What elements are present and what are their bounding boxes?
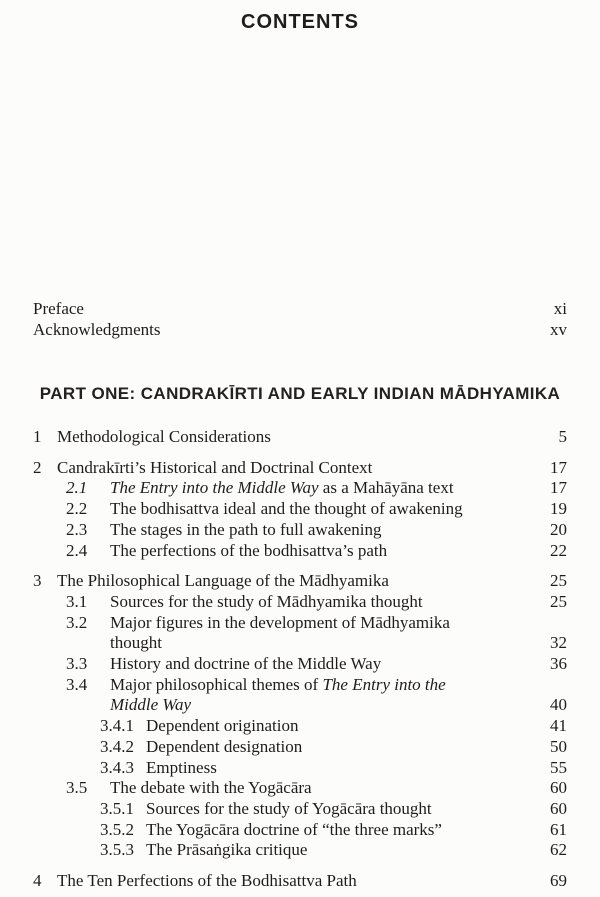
entry-title (110, 633, 533, 654)
entry-title (110, 675, 567, 696)
entry-title-segment: The Philosophical Language of the Mādhyamika (57, 571, 389, 591)
entry-number: 2.2 (66, 499, 88, 519)
entry-title-segment: The stages in the path to full awakening (110, 519, 382, 539)
entry-title-segment: thought (110, 633, 162, 653)
entry-title (146, 820, 533, 841)
toc-entry (33, 654, 567, 675)
entry-title (110, 695, 533, 716)
toc-entry (33, 758, 567, 779)
entry-title-segment: Sources for the study of Mādhyamika thought (110, 591, 423, 611)
entry-number: 2.4 (66, 540, 88, 560)
page-title: CONTENTS (241, 11, 359, 33)
entry-page: 61 (550, 819, 567, 839)
entry-number: 4 (33, 871, 42, 891)
entry-page: 25 (550, 571, 567, 591)
entry-title (57, 571, 533, 592)
entry-title (146, 758, 533, 779)
entry-number: 1 (33, 427, 42, 446)
toc-entry (33, 840, 567, 861)
entry-number: 3.1 (66, 591, 88, 611)
front-matter-label: Acknowledgments (33, 319, 161, 339)
toc-entry (33, 820, 567, 841)
entry-number: 3.4.2 (100, 736, 134, 756)
toc-entry (33, 592, 567, 613)
entry-title-segment: Major figures in the development of Mādhyamika (110, 612, 450, 632)
entry-title-segment: Dependent designation (146, 736, 303, 756)
toc-entry (33, 871, 567, 892)
entry-page: 25 (550, 591, 567, 611)
entry-page: 55 (550, 757, 567, 777)
front-matter (33, 299, 567, 340)
toc-entry (33, 737, 567, 758)
toc-entry (33, 478, 567, 499)
toc-entry (33, 778, 567, 799)
entry-title-segment: Emptiness (146, 757, 217, 777)
entry-title (110, 541, 533, 562)
entry-title-italic-segment: The Entry into the Middle Way (110, 478, 319, 498)
entry-number: 3.5.2 (100, 819, 134, 839)
entry-number: 3.5.3 (100, 840, 134, 860)
entry-page: 50 (550, 736, 567, 756)
entry-title (57, 458, 533, 479)
entry-title (110, 520, 533, 541)
toc-entry (33, 613, 567, 634)
entry-title (146, 737, 533, 758)
entry-title (110, 478, 533, 499)
entry-title (57, 427, 533, 448)
entry-page: 5 (558, 427, 567, 446)
entry-number: 3.4.3 (100, 757, 134, 777)
front-matter-page: xv (550, 319, 567, 339)
entry-title (110, 778, 533, 799)
toc-list (33, 427, 567, 892)
entry-page: 32 (550, 633, 567, 653)
entry-title (146, 799, 533, 820)
entry-title-segment: Sources for the study of Yogācāra thought (146, 798, 432, 818)
toc-entry-continuation (33, 695, 567, 716)
entry-title (110, 613, 567, 634)
entry-title-segment: The Yogācāra doctrine of “the three marks” (146, 819, 442, 839)
toc-entry (33, 458, 567, 479)
entry-page: 41 (550, 716, 567, 736)
entry-number: 3.3 (66, 654, 88, 674)
entry-page: 19 (550, 499, 567, 519)
entry-title (146, 840, 533, 861)
entry-title-italic-segment: Middle Way (110, 695, 192, 715)
entry-number: 2 (33, 457, 42, 477)
entry-number: 2.1 (66, 478, 88, 498)
entry-title-italic-segment: The Entry into the (322, 674, 446, 694)
entry-title-segment: The Ten Perfections of the Bodhisattva Path (57, 871, 357, 891)
toc-entry (33, 675, 567, 696)
entry-number: 3 (33, 571, 42, 591)
entry-title-segment: The bodhisattva ideal and the thought of awakening (110, 499, 463, 519)
entry-number: 3.4 (66, 674, 88, 694)
toc-entry (33, 499, 567, 520)
entry-number: 3.5 (66, 778, 88, 798)
entry-title (57, 871, 533, 892)
toc-entry-continuation (33, 633, 567, 654)
front-matter-page: xi (553, 299, 567, 318)
entry-title-segment: The debate with the Yogācāra (110, 778, 312, 798)
entry-title-segment: Candrakīrti’s Historical and Doctrinal Context (57, 457, 373, 477)
toc-entry (33, 799, 567, 820)
entry-title (110, 499, 533, 520)
entry-title-segment: as a Mahāyāna text (318, 478, 454, 498)
entry-title-segment: Dependent origination (146, 716, 299, 736)
entry-number: 3.2 (66, 612, 88, 632)
entry-title (110, 592, 533, 613)
part-heading: PART ONE: CANDRAKĪRTI AND EARLY INDIAN MĀDHYAMIKA (39, 384, 561, 403)
toc-entry (33, 427, 567, 448)
entry-page: 40 (550, 695, 567, 715)
front-matter-row (33, 320, 567, 341)
entry-page: 22 (550, 540, 567, 560)
entry-page: 36 (550, 654, 567, 674)
entry-page: 17 (550, 478, 567, 498)
entry-title (146, 716, 533, 737)
entry-number: 3.4.1 (100, 716, 134, 736)
toc-entry (33, 716, 567, 737)
entry-title (110, 654, 533, 675)
entry-title-segment: Major philosophical themes of (110, 674, 323, 694)
toc-entry (33, 541, 567, 562)
entry-page: 62 (550, 840, 567, 860)
entry-page: 60 (550, 778, 567, 798)
entry-page: 17 (550, 457, 567, 477)
front-matter-label: Preface (33, 299, 84, 318)
entry-title-segment: Methodological Considerations (57, 427, 271, 446)
toc-entry (33, 520, 567, 541)
toc-entry (33, 571, 567, 592)
entry-page: 60 (550, 798, 567, 818)
entry-number: 3.5.1 (100, 798, 134, 818)
entry-page: 69 (550, 871, 567, 891)
front-matter-row (33, 299, 567, 320)
entry-number: 2.3 (66, 519, 88, 539)
entry-title-segment: The Prāsaṅgika critique (146, 840, 308, 860)
entry-title-segment: History and doctrine of the Middle Way (110, 654, 382, 674)
entry-title-segment: The perfections of the bodhisattva’s path (110, 540, 388, 560)
entry-page: 20 (550, 519, 567, 539)
